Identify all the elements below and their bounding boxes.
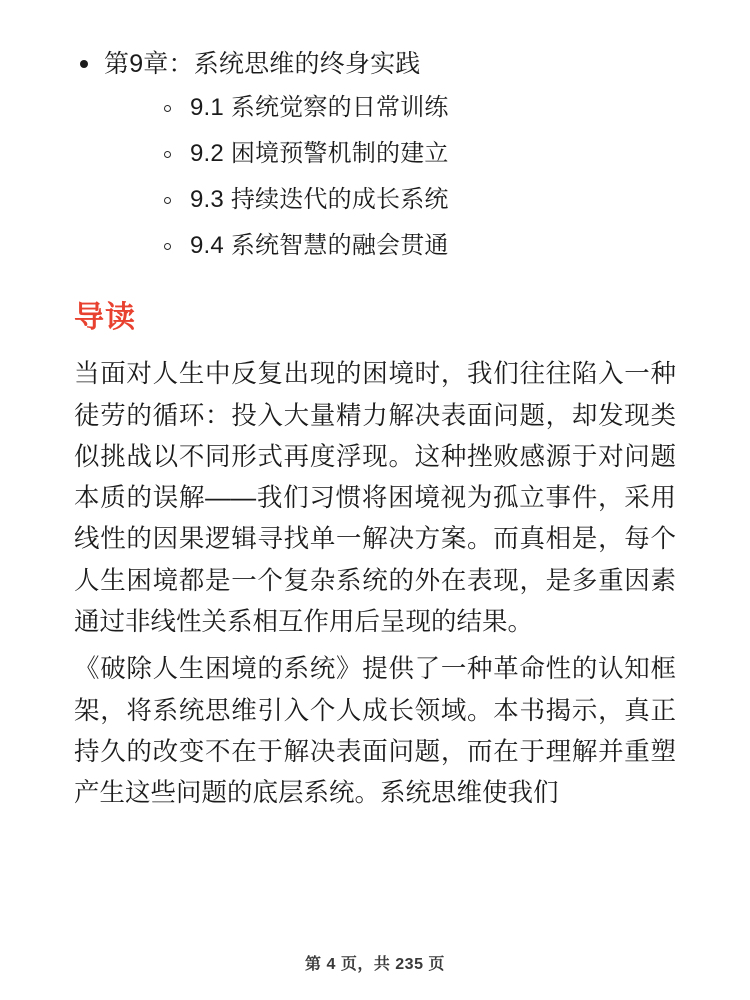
section-heading-intro: 导读 <box>74 301 136 335</box>
hollow-circle-icon <box>164 243 171 250</box>
filled-disc-icon <box>80 60 88 68</box>
toc-section-list <box>104 96 676 258</box>
toc-section-label: 9.1 系统觉察的日常训练 <box>190 94 449 122</box>
hollow-circle-icon <box>164 151 171 158</box>
toc-chapter-label: 第9章：系统思维的终身实践 <box>104 50 421 78</box>
page-footer <box>0 951 750 974</box>
toc-section-item-9-1[interactable] <box>160 96 676 120</box>
toc-section-label: 9.3 持续迭代的成长系统 <box>190 186 449 214</box>
toc-section-label: 9.4 系统智慧的融会贯通 <box>190 232 449 260</box>
page-number-label: 第 4 页，共 235 页 <box>305 956 445 973</box>
table-of-contents <box>74 46 676 258</box>
intro-paragraph-2: 《破除人生困境的系统》提供了一种革命性的认知框架，将系统思维引入个人成长领域。本书揭示，真正持久的改变不在于解决表面问题，而在于理解并重塑产生这些问题的底层系统。系统思维使我们 <box>74 655 676 808</box>
toc-section-item-9-3[interactable] <box>160 188 676 212</box>
hollow-circle-icon <box>164 197 171 204</box>
toc-chapter-item[interactable] <box>74 46 676 258</box>
toc-section-label: 9.2 困境预警机制的建立 <box>190 140 449 168</box>
toc-section-item-9-2[interactable] <box>160 142 676 166</box>
toc-section-item-9-4[interactable] <box>160 234 676 258</box>
hollow-circle-icon <box>164 105 171 112</box>
intro-paragraph-1: 当面对人生中反复出现的困境时，我们往往陷入一种徒劳的循环：投入大量精力解决表面问题，却发现类似挑战以不同形式再度浮现。这种挫败感源于对问题本质的误解——我们习惯将困境视为孤立事件，采用线性的因果逻辑寻找单一解决方案。而真相是，每个人生困境都是一个复杂系统的外在表现，是多重因素通过非线性关系相互作用后呈现的结果。 <box>74 360 676 637</box>
